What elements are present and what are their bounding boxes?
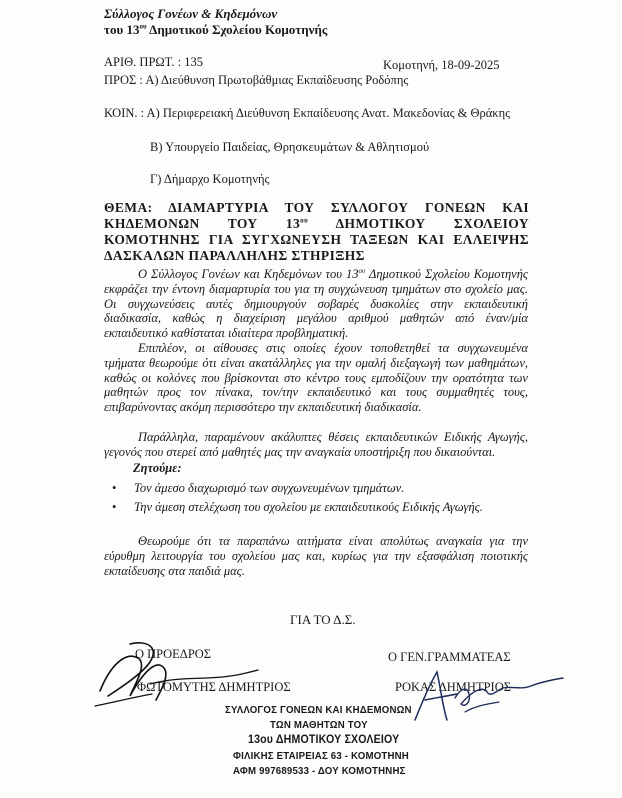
stamp-line-3: 13ου ΔΗΜΟΤΙΚΟΥ ΣΧΟΛΕΙΟΥ <box>248 734 400 746</box>
demands-label: Ζητούμε: <box>133 461 182 475</box>
paragraph-1-post: Δημοτικού Σχολείου Κομοτηνής εκφράζει την έντονη διαμαρτυρία του για τη συγχώνευση τμημάτων στο σχολείο μας. Οι συγχωνεύσεις αυτές δημιουργούν σοβαρές δυσκολίες στην εκπαιδευτική διαδικασία, καθώς η διαχείριση μεγάλου αριθμού μαθητών από έναν/μία εκπαιδευτικό καθίσταται ιδιαίτερα προβληματική. <box>104 267 528 341</box>
paragraph-1 <box>104 267 528 341</box>
for-board-label: ΓΙΑ ΤΟ Δ.Σ. <box>290 612 356 627</box>
association-name-line1: Σύλλογος Γονέων & Κηδεμόνων <box>104 6 278 21</box>
subject-heading <box>104 200 529 264</box>
subject-sup: ου <box>300 216 309 225</box>
paragraph-2: Επιπλέον, οι αίθουσες στις οποίες έχουν τοποθετηθεί τα συγχωνευμένα τμήματα θεωρούμε ότι είναι ακατάλληλες για την ομαλή διεξαγωγή των μαθημάτων, καθώς οι κολόνες που βρίσκονται στο κέντρο τους εμποδίζουν την ορατότητα των μαθητών προς τον πίνακα, τον/την εκπαιδευτικό και τους συμμαθητές τους, επιβαρύνοντας ακόμη περισσότερο την εκπαιδευτική διαδικασία. <box>104 341 528 415</box>
demand-text: Τον άμεσο διαχωρισμό των συγχωνευμένων τμημάτων. <box>134 481 405 495</box>
association-line2-pre: του 13 <box>104 22 140 37</box>
demand-item <box>112 481 404 496</box>
place-date: Κομοτηνή, 18-09-2025 <box>383 58 500 72</box>
secretary-title: Ο ΓΕΝ.ΓΡΑΜΜΑΤΕΑΣ <box>388 650 511 664</box>
president-title: Ο ΠΡΟΕΔΡΟΣ <box>135 647 212 661</box>
president-name: ΦΩΤΟΜΥΤΗΣ ΔΗΜΗΤΡΙΟΣ <box>137 680 291 694</box>
recipient-to: ΠΡΟΣ : Α) Διεύθυνση Πρωτοβάθμιας Εκπαίδευσης Ροδόπης <box>104 73 409 87</box>
stamp-line-1: ΣΥΛΛΟΓΟΣ ΓΟΝΕΩΝ ΚΑΙ ΚΗΔΕΜΟΝΩΝ <box>225 704 412 716</box>
paragraph-1-pre: Ο Σύλλογος Γονέων και Κηδεμόνων του 13 <box>138 267 359 281</box>
secretary-name: ΡΟΚΑΣ ΔΗΜΗΤΡΙΟΣ <box>395 680 512 694</box>
stamp-line-5: ΑΦΜ 997689533 - ΔΟΥ ΚΟΜΟΤΗΝΗΣ <box>233 765 406 777</box>
paragraph-1-sup: ου <box>358 266 366 275</box>
closing-paragraph: Θεωρούμε ότι τα παραπάνω αιτήματα είναι απολύτως αναγκαία για την εύρυθμη λειτουργία του σχολείου μας και, κυρίως για την εξασφάλιση ποιοτικής εκπαίδευσης στα παιδιά μας. <box>104 534 528 578</box>
protocol-number: ΑΡΙΘ. ΠΡΩΤ. : 135 <box>104 55 203 69</box>
stamp-line-4: ΦΙΛΙΚΗΣ ΕΤΑΙΡΕΙΑΣ 63 - ΚΟΜΟΤΗΝΗ <box>233 750 409 762</box>
association-name-line2 <box>104 22 327 38</box>
stamp-line-2: ΤΩΝ ΜΑΘΗΤΩΝ ΤΟΥ <box>270 719 368 731</box>
bullet-icon: • <box>112 500 117 514</box>
recipient-cc-c: Γ) Δήμαρχο Κομοτηνής <box>150 172 270 186</box>
demand-item <box>112 500 483 515</box>
bullet-icon: • <box>112 481 117 495</box>
secretary-signature-icon <box>395 660 575 730</box>
subject-part1: ΘΕΜΑ: ΔΙΑΜΑΡΤΥΡΙΑ ΤΟΥ ΣΥΛΛΟΓΟΥ ΓΟΝΕΩΝ ΚΑΙ ΚΗΔΕΜΟΝΩΝ ΤΟΥ 13 <box>104 200 529 231</box>
association-line2-sup: ου <box>139 22 147 31</box>
recipient-cc-b: Β) Υπουργείο Παιδείας, Θρησκευμάτων & Αθλητισμού <box>150 140 430 154</box>
demand-text: Την άμεση στελέχωση του σχολείου με εκπαιδευτικούς Ειδικής Αγωγής. <box>134 500 483 514</box>
paragraph-3: Παράλληλα, παραμένουν ακάλυπτες θέσεις εκπαιδευτικών Ειδικής Αγωγής, γεγονός που στερεί από μαθητές μας την αναγκαία υποστήριξη που δικαιούνται. <box>104 430 528 459</box>
recipient-cc-a: ΚΟΙΝ. : Α) Περιφερειακή Διεύθυνση Εκπαίδευσης Ανατ. Μακεδονίας & Θράκης <box>104 106 511 120</box>
subject-part2: ΔΗΜΟΤΙΚΟΥ ΣΧΟΛΕΙΟΥ ΚΟΜΟΤΗΝΗΣ ΓΙΑ ΣΥΓΧΩΝΕΥΣΗ ΤΑΞΕΩΝ ΚΑΙ ΕΛΛΕΙΨΗΣ ΔΑΣΚΑΛΩΝ ΠΑΡΑΛΛΗΛΗΣ ΣΤΗΡΙΞΗΣ <box>104 216 529 263</box>
association-line2-post: Δημοτικού Σχολείου Κομοτηνής <box>146 22 328 37</box>
